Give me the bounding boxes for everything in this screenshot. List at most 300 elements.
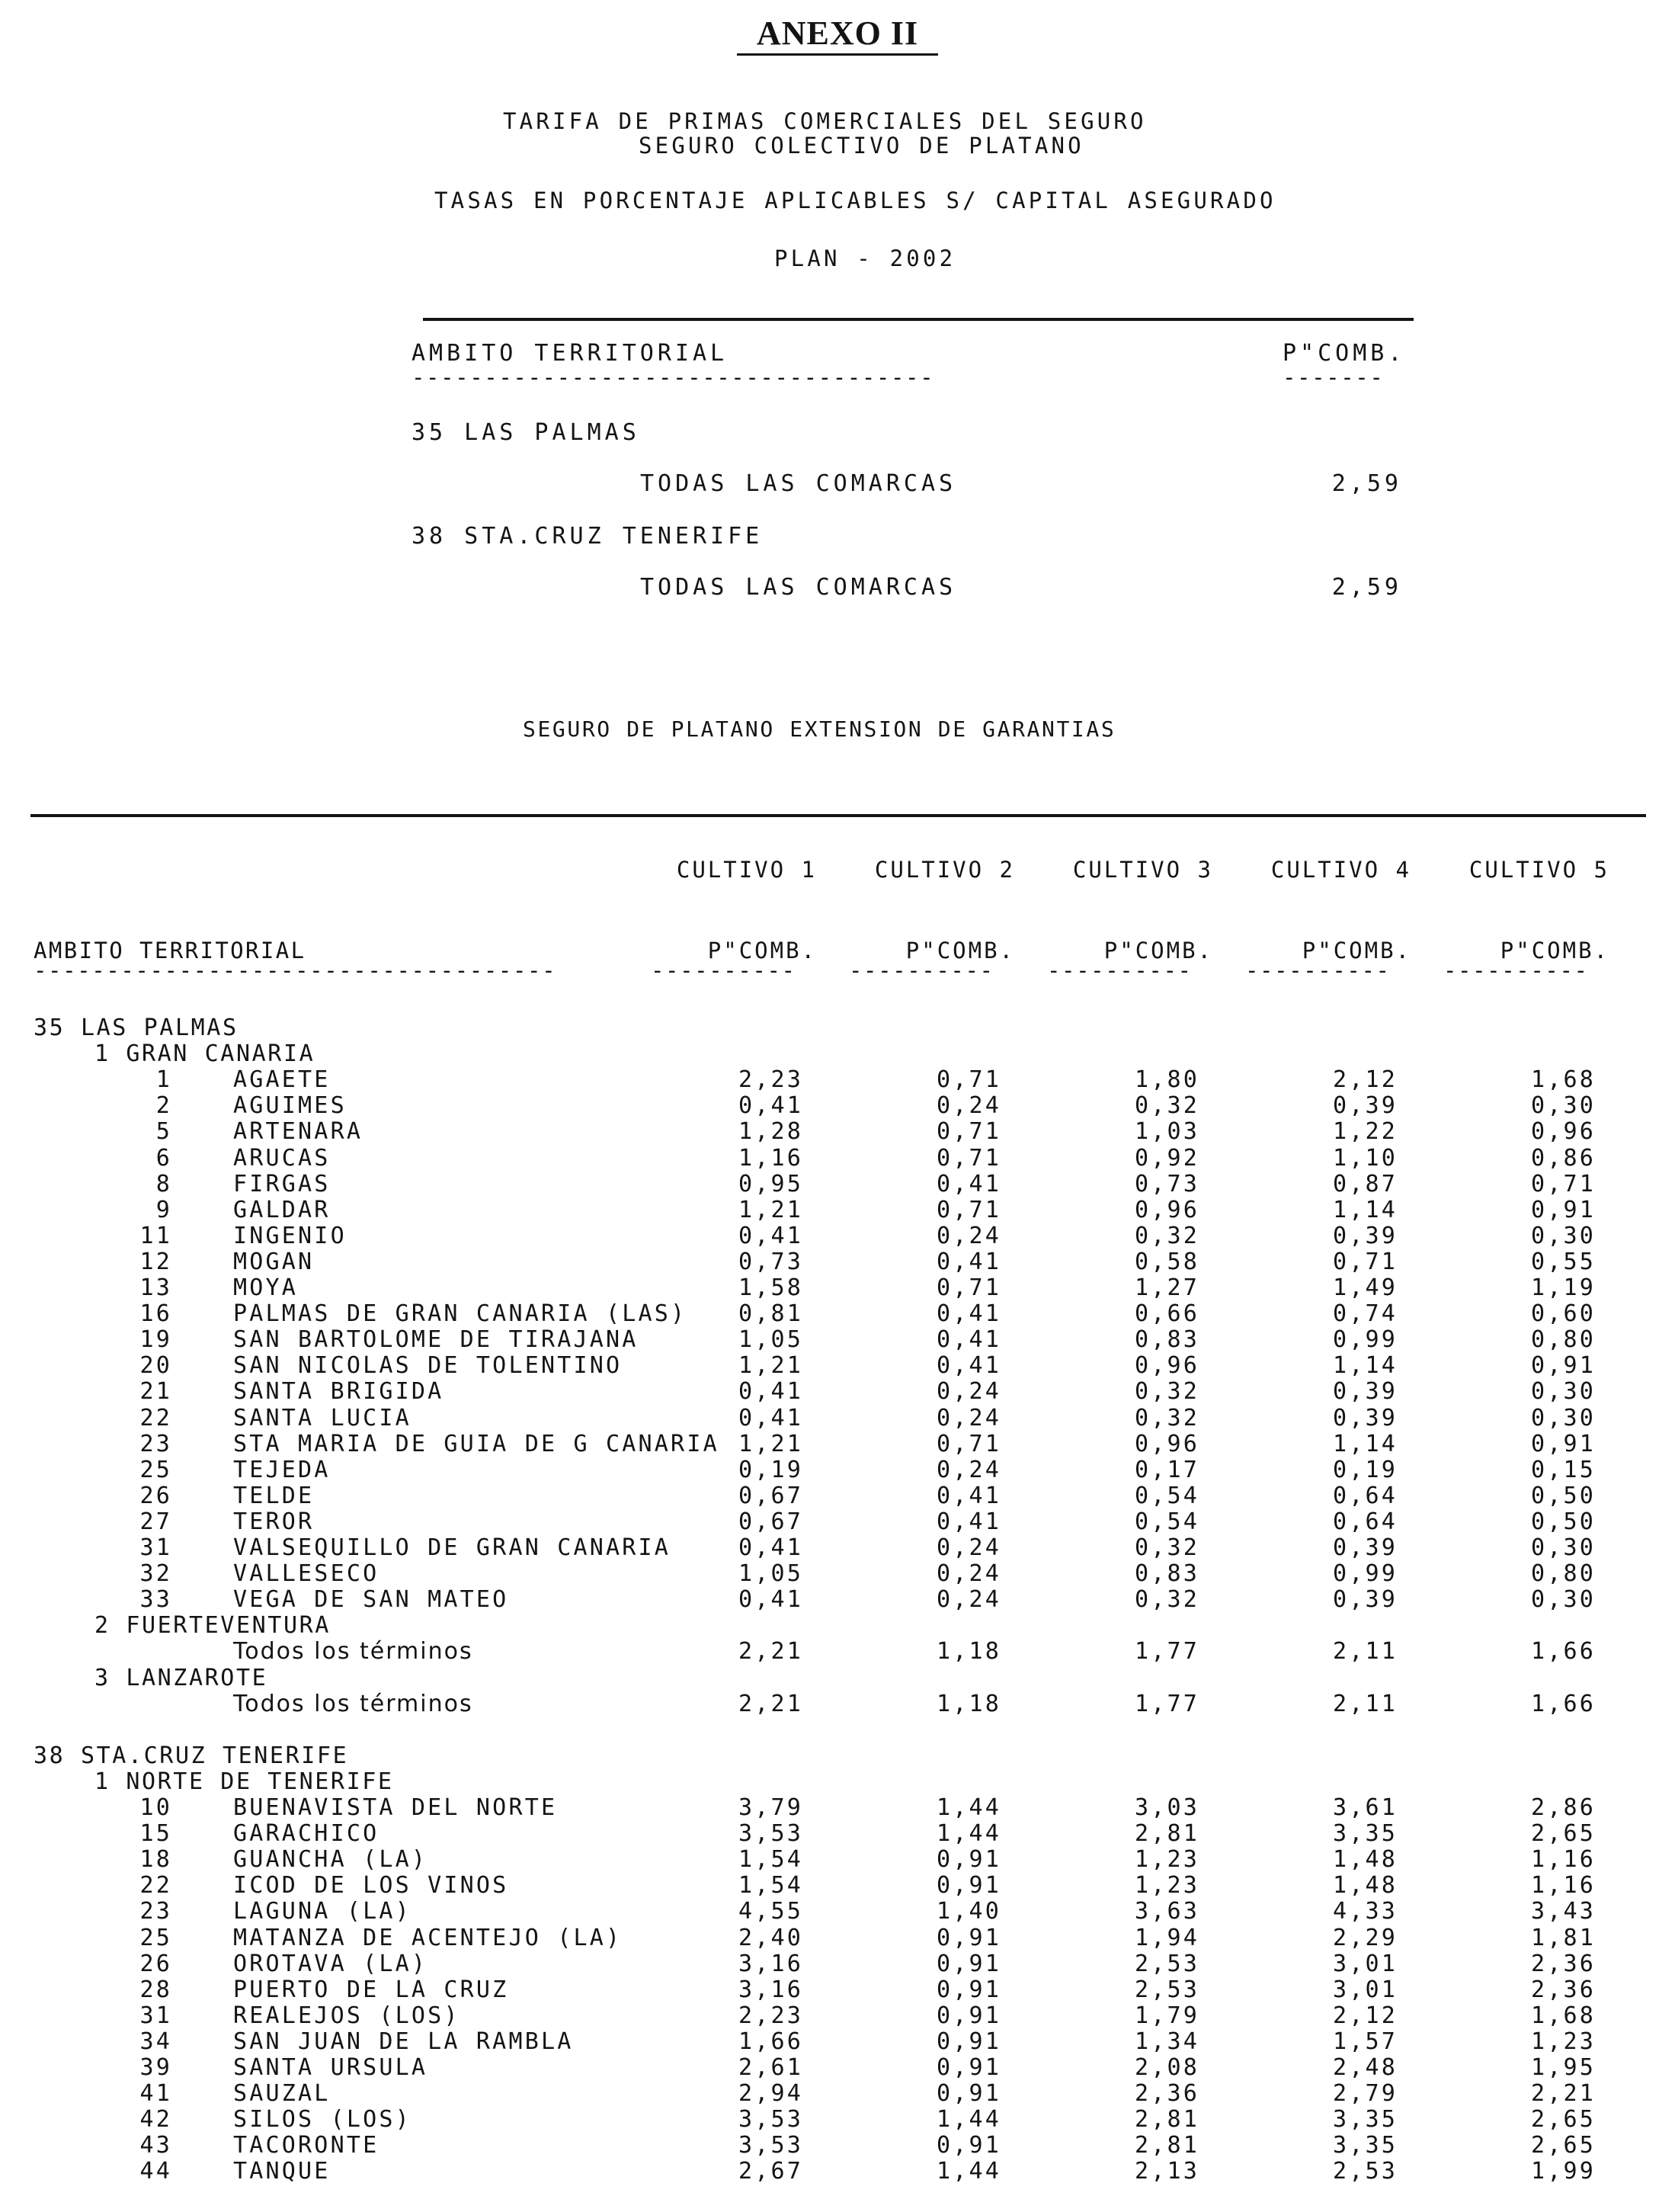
rate-cell: 0,80 bbox=[1530, 1326, 1596, 1354]
comarca-row bbox=[0, 1769, 1675, 1795]
municipio-code: 28 bbox=[139, 1976, 172, 2003]
table-row bbox=[0, 1821, 1675, 1847]
rate-cell: 0,15 bbox=[1530, 1456, 1596, 1483]
table-row bbox=[0, 1561, 1675, 1587]
rate-cell: 0,96 bbox=[1134, 1196, 1199, 1223]
rate-cell: 1,19 bbox=[1530, 1274, 1596, 1301]
rate-cell: 3,35 bbox=[1332, 2132, 1398, 2159]
rate-cell: 0,30 bbox=[1530, 1586, 1596, 1614]
rate-cell: 1,58 bbox=[738, 1274, 803, 1301]
municipio-name: GALDAR bbox=[233, 1196, 331, 1223]
rate-cell: 0,91 bbox=[936, 1846, 1001, 1874]
rate-cell: 0,50 bbox=[1530, 1482, 1596, 1509]
table-row bbox=[0, 1301, 1675, 1327]
municipio-code: 2 bbox=[155, 1092, 172, 1120]
table-row bbox=[0, 1457, 1675, 1483]
municipio-name: TEJEDA bbox=[233, 1456, 331, 1483]
table2-cultivo-header: CULTIVO 1 bbox=[676, 857, 817, 883]
table-row bbox=[0, 1146, 1675, 1172]
table-row bbox=[0, 1353, 1675, 1379]
municipio-code: 9 bbox=[155, 1196, 172, 1223]
rate-cell: 0,81 bbox=[738, 1300, 803, 1328]
municipio-code: 19 bbox=[139, 1326, 172, 1354]
table-row bbox=[0, 2055, 1675, 2081]
table2-title: SEGURO DE PLATANO EXTENSION DE GARANTIAS bbox=[523, 716, 1116, 742]
table1-value: 2,59 bbox=[1331, 470, 1402, 497]
comarca-name: 1 NORTE DE TENERIFE bbox=[94, 1768, 394, 1795]
table2-cultivo-header: CULTIVO 2 bbox=[874, 857, 1015, 883]
municipio-code: 6 bbox=[155, 1144, 172, 1172]
municipio-name: VALSEQUILLO DE GRAN CANARIA bbox=[233, 1534, 671, 1561]
municipio-code: 26 bbox=[139, 1482, 172, 1509]
table-row bbox=[0, 1639, 1675, 1665]
rate-cell: 2,81 bbox=[1134, 2132, 1199, 2159]
rate-cell: 0,91 bbox=[936, 1924, 1001, 1951]
municipio-code: 31 bbox=[139, 1534, 172, 1561]
table-row bbox=[0, 1951, 1675, 1977]
rate-cell: 0,41 bbox=[738, 1534, 803, 1561]
municipio-name: LAGUNA (LA) bbox=[233, 1898, 412, 1925]
rate-cell: 0,80 bbox=[1530, 1560, 1596, 1588]
page-title bbox=[0, 14, 1675, 53]
rate-cell: 0,71 bbox=[936, 1274, 1001, 1301]
municipio-name: REALEJOS (LOS) bbox=[233, 2002, 460, 2029]
rate-cell: 0,50 bbox=[1530, 1508, 1596, 1535]
municipio-name: SAN JUAN DE LA RAMBLA bbox=[233, 2028, 574, 2055]
municipio-code: 31 bbox=[139, 2002, 172, 2029]
rate-cell: 0,96 bbox=[1134, 1352, 1199, 1380]
rate-cell: 0,91 bbox=[936, 1872, 1001, 1899]
municipio-name: PALMAS DE GRAN CANARIA (LAS) bbox=[233, 1300, 687, 1328]
rate-cell: 2,36 bbox=[1530, 1976, 1596, 2003]
municipio-name: Todos los términos bbox=[233, 1638, 473, 1665]
table2-dash-ambito: ------------------------------------ bbox=[34, 957, 557, 983]
rate-cell: 1,22 bbox=[1332, 1118, 1398, 1146]
table2-dash-pcomb: ---------- bbox=[849, 957, 994, 983]
comarca-row bbox=[0, 1613, 1675, 1639]
rate-cell: 2,48 bbox=[1332, 2054, 1398, 2081]
municipio-name: PUERTO DE LA CRUZ bbox=[233, 1976, 509, 2003]
rate-cell: 3,53 bbox=[738, 2132, 803, 2159]
rate-cell: 1,48 bbox=[1332, 1846, 1398, 1874]
rate-cell: 0,73 bbox=[738, 1248, 803, 1275]
rate-cell: 0,54 bbox=[1134, 1482, 1199, 1509]
table2-cultivo-header: CULTIVO 4 bbox=[1270, 857, 1411, 883]
table1-comarca-label: TODAS LAS COMARCAS bbox=[640, 574, 957, 601]
rate-cell: 1,68 bbox=[1530, 2002, 1596, 2029]
municipio-name: INGENIO bbox=[233, 1222, 347, 1249]
rate-cell: 1,81 bbox=[1530, 1924, 1596, 1951]
rate-cell: 1,77 bbox=[1134, 1690, 1199, 1717]
table-row bbox=[0, 1327, 1675, 1353]
table2-col-pcomb: P"COMB. bbox=[1103, 938, 1213, 963]
table1-top-rule bbox=[423, 318, 1414, 321]
rate-cell: 0,41 bbox=[936, 1170, 1001, 1197]
rate-cell: 0,64 bbox=[1332, 1482, 1398, 1509]
municipio-name: BUENAVISTA DEL NORTE bbox=[233, 1794, 558, 1821]
municipio-name: MOGAN bbox=[233, 1248, 315, 1275]
municipio-code: 27 bbox=[139, 1508, 172, 1535]
rate-cell: 0,99 bbox=[1332, 1560, 1398, 1588]
rate-cell: 0,91 bbox=[936, 1950, 1001, 1977]
rate-cell: 3,53 bbox=[738, 1820, 803, 1848]
table-row bbox=[0, 1431, 1675, 1457]
rate-cell: 1,99 bbox=[1530, 2158, 1596, 2185]
rate-cell: 0,95 bbox=[738, 1170, 803, 1197]
rate-cell: 4,55 bbox=[738, 1898, 803, 1925]
comarca-name: 3 LANZAROTE bbox=[94, 1664, 268, 1691]
rate-cell: 0,39 bbox=[1332, 1534, 1398, 1561]
rate-cell: 1,66 bbox=[738, 2028, 803, 2055]
rate-cell: 2,65 bbox=[1530, 1820, 1596, 1848]
rate-cell: 0,96 bbox=[1134, 1430, 1199, 1457]
rate-cell: 1,79 bbox=[1134, 2002, 1199, 2029]
municipio-code: 8 bbox=[155, 1170, 172, 1197]
table-row bbox=[0, 2081, 1675, 2107]
rate-cell: 1,16 bbox=[738, 1144, 803, 1172]
municipio-code: 25 bbox=[139, 1924, 172, 1951]
municipio-code: 26 bbox=[139, 1950, 172, 1977]
rate-cell: 0,91 bbox=[1530, 1352, 1596, 1380]
rate-cell: 1,14 bbox=[1332, 1196, 1398, 1223]
rate-cell: 0,30 bbox=[1530, 1404, 1596, 1431]
rate-cell: 1,21 bbox=[738, 1196, 803, 1223]
table1-value: 2,59 bbox=[1331, 574, 1402, 601]
rate-cell: 1,44 bbox=[936, 2158, 1001, 2185]
header-line-1: TARIFA DE PRIMAS COMERCIALES DEL SEGURO bbox=[503, 108, 1147, 134]
municipio-name: TACORONTE bbox=[233, 2132, 380, 2159]
rate-cell: 2,21 bbox=[738, 1690, 803, 1717]
rate-cell: 0,39 bbox=[1332, 1092, 1398, 1120]
rate-cell: 1,27 bbox=[1134, 1274, 1199, 1301]
rate-cell: 2,11 bbox=[1332, 1638, 1398, 1665]
table1-dash-ambito: ------------------------------------ bbox=[412, 364, 935, 390]
rate-cell: 1,10 bbox=[1332, 1144, 1398, 1172]
rate-cell: 2,81 bbox=[1134, 2106, 1199, 2133]
municipio-name: AGAETE bbox=[233, 1066, 331, 1094]
municipio-code: 25 bbox=[139, 1456, 172, 1483]
rate-cell: 2,40 bbox=[738, 1924, 803, 1951]
rate-cell: 1,18 bbox=[936, 1690, 1001, 1717]
header-line-4: PLAN - 2002 bbox=[774, 245, 956, 271]
rate-cell: 2,65 bbox=[1530, 2106, 1596, 2133]
municipio-code: 11 bbox=[139, 1222, 172, 1249]
rate-cell: 3,35 bbox=[1332, 2106, 1398, 2133]
table-row bbox=[0, 1873, 1675, 1899]
rate-cell: 2,11 bbox=[1332, 1690, 1398, 1717]
municipio-name: VALLESECO bbox=[233, 1560, 380, 1588]
header-line-3: TASAS EN PORCENTAJE APLICABLES S/ CAPITAL ASEGURADO bbox=[434, 188, 1276, 213]
rate-cell: 0,24 bbox=[936, 1456, 1001, 1483]
rate-cell: 0,96 bbox=[1530, 1118, 1596, 1146]
rate-cell: 0,91 bbox=[936, 2054, 1001, 2081]
rate-cell: 2,53 bbox=[1134, 1950, 1199, 1977]
rate-cell: 0,41 bbox=[738, 1092, 803, 1120]
province-name: 35 LAS PALMAS bbox=[34, 1015, 239, 1041]
table-row bbox=[0, 1249, 1675, 1275]
rate-cell: 2,61 bbox=[738, 2054, 803, 2081]
rate-cell: 3,35 bbox=[1332, 1820, 1398, 1848]
table2-dash-pcomb: ---------- bbox=[1245, 957, 1391, 983]
rate-cell: 1,68 bbox=[1530, 1066, 1596, 1094]
comarca-row bbox=[0, 1665, 1675, 1691]
rate-cell: 3,16 bbox=[738, 1976, 803, 2003]
rate-cell: 0,39 bbox=[1332, 1404, 1398, 1431]
municipio-code: 13 bbox=[139, 1274, 172, 1301]
rate-cell: 0,41 bbox=[936, 1326, 1001, 1354]
municipio-name: GARACHICO bbox=[233, 1820, 380, 1848]
rate-cell: 0,24 bbox=[936, 1222, 1001, 1249]
rate-cell: 2,08 bbox=[1134, 2054, 1199, 2081]
rate-cell: 0,32 bbox=[1134, 1222, 1199, 1249]
rate-cell: 0,73 bbox=[1134, 1170, 1199, 1197]
table1-dash-pcomb: ------- bbox=[1283, 364, 1385, 390]
rate-cell: 1,28 bbox=[738, 1118, 803, 1146]
municipio-name: FIRGAS bbox=[233, 1170, 331, 1197]
rate-cell: 0,19 bbox=[738, 1456, 803, 1483]
municipio-name: SAUZAL bbox=[233, 2080, 331, 2108]
municipio-name: ARTENARA bbox=[233, 1118, 364, 1146]
rate-cell: 0,67 bbox=[738, 1508, 803, 1535]
rate-cell: 3,79 bbox=[738, 1794, 803, 1821]
rate-cell: 1,48 bbox=[1332, 1872, 1398, 1899]
table-row bbox=[0, 1847, 1675, 1873]
table2-dash-pcomb: ---------- bbox=[1443, 957, 1589, 983]
province-name: 38 STA.CRUZ TENERIFE bbox=[34, 1742, 349, 1769]
rate-cell: 3,16 bbox=[738, 1950, 803, 1977]
rate-cell: 1,14 bbox=[1332, 1430, 1398, 1457]
rate-cell: 2,94 bbox=[738, 2080, 803, 2108]
table-row bbox=[0, 1899, 1675, 1925]
rate-cell: 0,71 bbox=[936, 1144, 1001, 1172]
municipio-code: 44 bbox=[139, 2158, 172, 2185]
table1-comarca-label: TODAS LAS COMARCAS bbox=[640, 470, 957, 497]
rate-cell: 0,24 bbox=[936, 1560, 1001, 1588]
rate-cell: 0,71 bbox=[936, 1196, 1001, 1223]
rate-cell: 1,40 bbox=[936, 1898, 1001, 1925]
rate-cell: 0,39 bbox=[1332, 1222, 1398, 1249]
rate-cell: 0,71 bbox=[1332, 1248, 1398, 1275]
rate-cell: 0,41 bbox=[738, 1378, 803, 1406]
rate-cell: 1,03 bbox=[1134, 1118, 1199, 1146]
rate-cell: 4,33 bbox=[1332, 1898, 1398, 1925]
rate-cell: 2,12 bbox=[1332, 2002, 1398, 2029]
rate-cell: 0,41 bbox=[936, 1482, 1001, 1509]
municipio-code: 41 bbox=[139, 2080, 172, 2108]
table-row bbox=[0, 2003, 1675, 2029]
municipio-name: SILOS (LOS) bbox=[233, 2106, 412, 2133]
rate-cell: 1,34 bbox=[1134, 2028, 1199, 2055]
table-row bbox=[0, 1535, 1675, 1561]
rate-cell: 0,74 bbox=[1332, 1300, 1398, 1328]
rate-cell: 3,63 bbox=[1134, 1898, 1199, 1925]
rate-cell: 0,58 bbox=[1134, 1248, 1199, 1275]
rate-cell: 1,21 bbox=[738, 1430, 803, 1457]
header-line-2: SEGURO COLECTIVO DE PLATANO bbox=[639, 133, 1084, 159]
table-row bbox=[0, 1379, 1675, 1405]
rate-cell: 0,24 bbox=[936, 1534, 1001, 1561]
municipio-name: SAN BARTOLOME DE TIRAJANA bbox=[233, 1326, 639, 1354]
rate-cell: 0,41 bbox=[936, 1248, 1001, 1275]
rate-cell: 3,43 bbox=[1530, 1898, 1596, 1925]
rate-cell: 2,53 bbox=[1134, 1976, 1199, 2003]
rate-cell: 2,65 bbox=[1530, 2132, 1596, 2159]
table-row bbox=[0, 1119, 1675, 1145]
rate-cell: 3,01 bbox=[1332, 1976, 1398, 2003]
table2-cultivo-header: CULTIVO 3 bbox=[1072, 857, 1213, 883]
rate-cell: 0,67 bbox=[738, 1482, 803, 1509]
municipio-code: 33 bbox=[139, 1586, 172, 1614]
municipio-name: GUANCHA (LA) bbox=[233, 1846, 428, 1874]
rate-cell: 2,13 bbox=[1134, 2158, 1199, 2185]
municipio-code: 43 bbox=[139, 2132, 172, 2159]
rate-cell: 2,53 bbox=[1332, 2158, 1398, 2185]
rate-cell: 1,57 bbox=[1332, 2028, 1398, 2055]
rate-cell: 0,91 bbox=[936, 2028, 1001, 2055]
rate-cell: 0,32 bbox=[1134, 1092, 1199, 1120]
rate-cell: 1,14 bbox=[1332, 1352, 1398, 1380]
municipio-code: 23 bbox=[139, 1898, 172, 1925]
rate-cell: 0,24 bbox=[936, 1378, 1001, 1406]
rate-cell: 0,30 bbox=[1530, 1222, 1596, 1249]
table1-province-label: 35 LAS PALMAS bbox=[412, 419, 640, 446]
table-row bbox=[0, 1406, 1675, 1431]
rate-cell: 0,71 bbox=[936, 1066, 1001, 1094]
municipio-name: STA MARIA DE GUIA DE G CANARIA bbox=[233, 1430, 719, 1457]
rate-cell: 1,54 bbox=[738, 1846, 803, 1874]
rate-cell: 1,80 bbox=[1134, 1066, 1199, 1094]
table-row bbox=[0, 2029, 1675, 2055]
comarca-name: 2 FUERTEVENTURA bbox=[94, 1612, 331, 1640]
table-row bbox=[0, 1587, 1675, 1613]
municipio-name: VEGA DE SAN MATEO bbox=[233, 1586, 509, 1614]
rate-cell: 1,49 bbox=[1332, 1274, 1398, 1301]
rate-cell: 0,91 bbox=[936, 1976, 1001, 2003]
municipio-code: 22 bbox=[139, 1872, 172, 1899]
municipio-name: Todos los términos bbox=[233, 1690, 473, 1717]
municipio-name: TEROR bbox=[233, 1508, 315, 1535]
rate-cell: 0,41 bbox=[738, 1586, 803, 1614]
table1-col-ambito: AMBITO TERRITORIAL bbox=[412, 340, 729, 367]
rate-cell: 0,24 bbox=[936, 1404, 1001, 1431]
rate-cell: 0,41 bbox=[738, 1222, 803, 1249]
rate-cell: 0,41 bbox=[936, 1352, 1001, 1380]
rate-cell: 1,95 bbox=[1530, 2054, 1596, 2081]
table-row bbox=[0, 2159, 1675, 2185]
rate-cell: 1,94 bbox=[1134, 1924, 1199, 1951]
rate-cell: 2,67 bbox=[738, 2158, 803, 2185]
rate-cell: 1,23 bbox=[1134, 1872, 1199, 1899]
municipio-code: 12 bbox=[139, 1248, 172, 1275]
rate-cell: 0,91 bbox=[1530, 1430, 1596, 1457]
table-row bbox=[0, 1067, 1675, 1093]
table1-col-pcomb: P"COMB. bbox=[1283, 340, 1406, 367]
municipio-name: TELDE bbox=[233, 1482, 315, 1509]
rate-cell: 0,99 bbox=[1332, 1326, 1398, 1354]
table2-col-pcomb: P"COMB. bbox=[1500, 938, 1609, 963]
rate-cell: 0,30 bbox=[1530, 1092, 1596, 1120]
municipio-code: 15 bbox=[139, 1820, 172, 1848]
municipio-code: 20 bbox=[139, 1352, 172, 1380]
rate-cell: 0,41 bbox=[738, 1404, 803, 1431]
municipio-code: 34 bbox=[139, 2028, 172, 2055]
table2-dash-pcomb: ---------- bbox=[1047, 957, 1193, 983]
rate-cell: 1,44 bbox=[936, 2106, 1001, 2133]
rate-cell: 1,05 bbox=[738, 1560, 803, 1588]
rate-cell: 0,83 bbox=[1134, 1326, 1199, 1354]
table-row bbox=[0, 1483, 1675, 1509]
rate-cell: 0,91 bbox=[936, 2132, 1001, 2159]
table-row bbox=[0, 2107, 1675, 2133]
province-row bbox=[0, 1743, 1675, 1769]
municipio-name: OROTAVA (LA) bbox=[233, 1950, 428, 1977]
rate-cell: 0,32 bbox=[1134, 1404, 1199, 1431]
rate-cell: 2,29 bbox=[1332, 1924, 1398, 1951]
municipio-code: 39 bbox=[139, 2054, 172, 2081]
rate-cell: 0,92 bbox=[1134, 1144, 1199, 1172]
rate-cell: 0,71 bbox=[1530, 1170, 1596, 1197]
rate-cell: 2,12 bbox=[1332, 1066, 1398, 1094]
rate-cell: 0,64 bbox=[1332, 1508, 1398, 1535]
rate-cell: 0,32 bbox=[1134, 1586, 1199, 1614]
rate-cell: 1,16 bbox=[1530, 1872, 1596, 1899]
rate-cell: 0,17 bbox=[1134, 1456, 1199, 1483]
municipio-code: 5 bbox=[155, 1118, 172, 1146]
table-row bbox=[0, 2133, 1675, 2159]
rate-cell: 0,55 bbox=[1530, 1248, 1596, 1275]
municipio-name: SANTA URSULA bbox=[233, 2054, 428, 2081]
municipio-code: 42 bbox=[139, 2106, 172, 2133]
rate-cell: 0,41 bbox=[936, 1508, 1001, 1535]
rate-cell: 3,01 bbox=[1332, 1950, 1398, 1977]
rate-cell: 1,77 bbox=[1134, 1638, 1199, 1665]
rate-cell: 1,21 bbox=[738, 1352, 803, 1380]
rate-cell: 0,71 bbox=[936, 1430, 1001, 1457]
rate-cell: 1,54 bbox=[738, 1872, 803, 1899]
rate-cell: 0,30 bbox=[1530, 1534, 1596, 1561]
rate-cell: 0,91 bbox=[936, 2002, 1001, 2029]
rate-cell: 1,23 bbox=[1134, 1846, 1199, 1874]
rate-cell: 2,23 bbox=[738, 2002, 803, 2029]
comarca-name: 1 GRAN CANARIA bbox=[94, 1040, 315, 1068]
municipio-name: SAN NICOLAS DE TOLENTINO bbox=[233, 1352, 623, 1380]
table2-col-ambito: AMBITO TERRITORIAL bbox=[34, 938, 306, 963]
table2-dash-pcomb: ---------- bbox=[651, 957, 796, 983]
rate-cell: 0,60 bbox=[1530, 1300, 1596, 1328]
comarca-row bbox=[0, 1041, 1675, 1067]
table-row bbox=[0, 1509, 1675, 1535]
province-row bbox=[0, 1015, 1675, 1041]
rate-cell: 0,83 bbox=[1134, 1560, 1199, 1588]
table-row bbox=[0, 1977, 1675, 2003]
rate-cell: 2,36 bbox=[1134, 2080, 1199, 2108]
rate-cell: 2,79 bbox=[1332, 2080, 1398, 2108]
rate-cell: 1,44 bbox=[936, 1794, 1001, 1821]
rate-cell: 2,23 bbox=[738, 1066, 803, 1094]
rate-cell: 0,54 bbox=[1134, 1508, 1199, 1535]
rate-cell: 0,39 bbox=[1332, 1586, 1398, 1614]
municipio-name: ICOD DE LOS VINOS bbox=[233, 1872, 509, 1899]
rate-cell: 2,81 bbox=[1134, 1820, 1199, 1848]
rate-cell: 3,53 bbox=[738, 2106, 803, 2133]
table-row bbox=[0, 1223, 1675, 1249]
rate-cell: 1,66 bbox=[1530, 1690, 1596, 1717]
municipio-code: 23 bbox=[139, 1430, 172, 1457]
rate-cell: 0,87 bbox=[1332, 1170, 1398, 1197]
table-row bbox=[0, 1925, 1675, 1951]
table-row bbox=[0, 1172, 1675, 1197]
rate-cell: 2,36 bbox=[1530, 1950, 1596, 1977]
